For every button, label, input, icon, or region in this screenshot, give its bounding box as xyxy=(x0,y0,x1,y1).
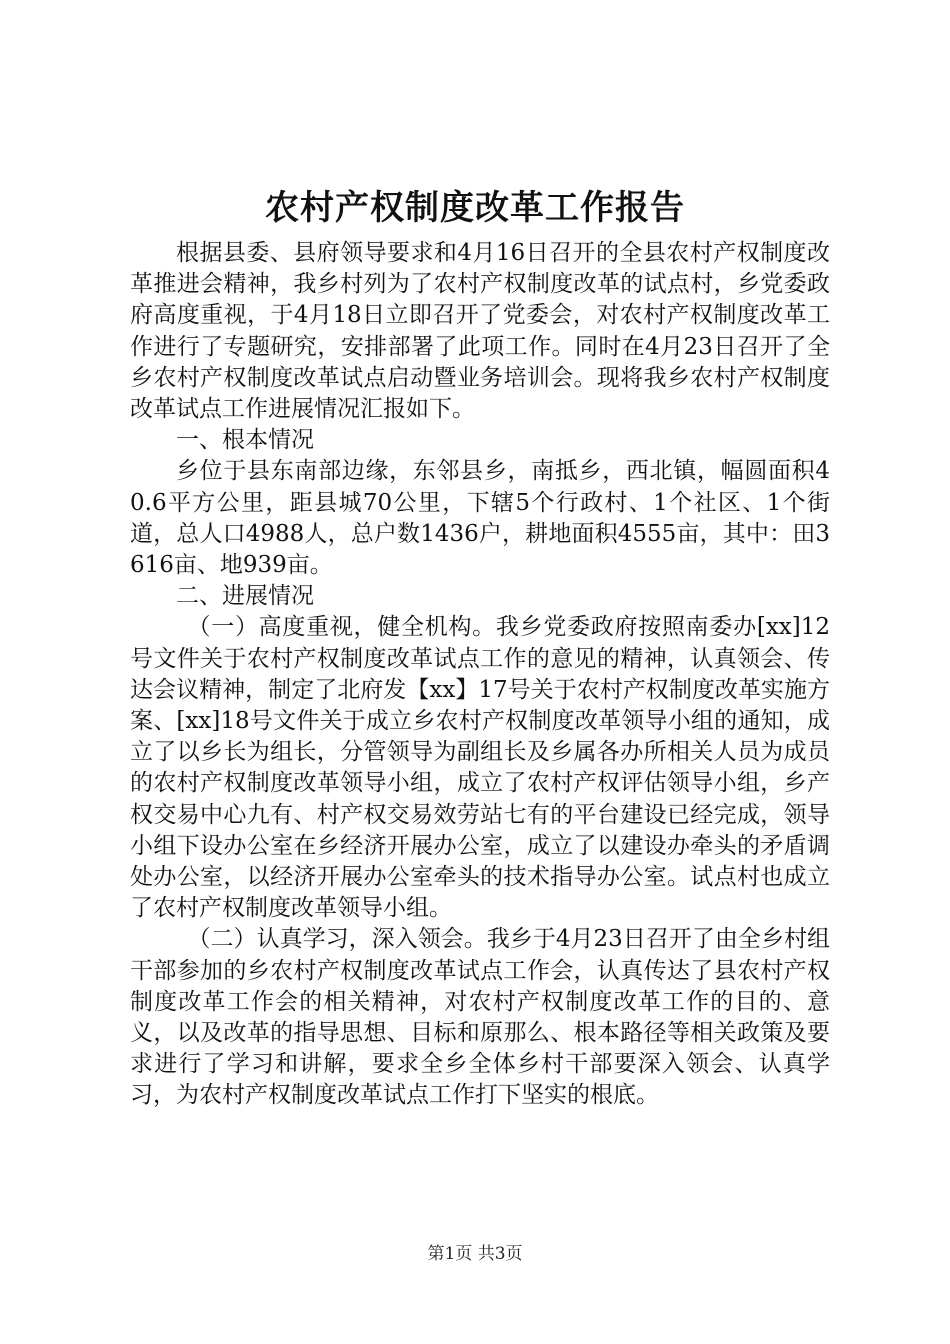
section-heading-progress: 二、进展情况 xyxy=(176,583,314,610)
document-title: 农村产权制度改革工作报告 xyxy=(265,188,685,228)
basic-situation-paragraph: 乡位于县东南部边缘，东邻县乡，南抵乡，西北镇，幅圆面积40.6平方公里，距县城70公里，下辖5个行政村、1个社区、1个街道，总人口4988人，总户数1436户，耕地面积4555亩，其中：田3616亩、地939亩。 xyxy=(130,458,830,579)
page-number-indicator: 第1页 共3页 xyxy=(427,1244,523,1264)
progress-item-1-paragraph: （一）高度重视，健全机构。我乡党委政府按照南委办[xx]12号文件关于农村产权制度改革试点工作的意见的精神，认真领会、传达会议精神，制定了北府发【xx】17号关于农村产权制度改革实施方案、[xx]18号文件关于成立乡农村产权制度改革领导小组的通知，成立了以乡长为组长，分管领导为副组长及乡属各办所相关人员为成员的农村产权制度改革领导小组，成立了农村产权评估领导小组，乡产权交易中心九有、村产权交易效劳站七有的平台建设已经完成，领导小组下设办公室在乡经济开展办公室，成立了以建设办牵头的矛盾调处办公室，以经济开展办公室牵头的技术指导办公室。试点村也成立了农村产权制度改革领导小组。 xyxy=(130,614,830,922)
progress-item-2-paragraph: （二）认真学习，深入领会。我乡于4月23日召开了由全乡村组干部参加的乡农村产权制度改革试点工作会，认真传达了县农村产权制度改革工作会的相关精神，对农村产权制度改革工作的目的、意义，以及改革的指导思想、目标和原那么、根本路径等相关政策及要求进行了学习和讲解，要求全乡全体乡村干部要深入领会、认真学习，为农村产权制度改革试点工作打下坚实的根底。 xyxy=(130,926,830,1109)
page-footer xyxy=(0,1242,950,1266)
document-body xyxy=(130,238,830,1112)
section-heading-basic-situation: 一、根本情况 xyxy=(176,427,314,454)
intro-paragraph: 根据县委、县府领导要求和4月16日召开的全县农村产权制度改革推进会精神，我乡村列为了农村产权制度改革的试点村，乡党委政府高度重视，于4月18日立即召开了党委会，对农村产权制度改革工作进行了专题研究，安排部署了此项工作。同时在4月23日召开了全乡农村产权制度改革试点启动暨业务培训会。现将我乡农村产权制度改革试点工作进展情况汇报如下。 xyxy=(130,240,830,423)
